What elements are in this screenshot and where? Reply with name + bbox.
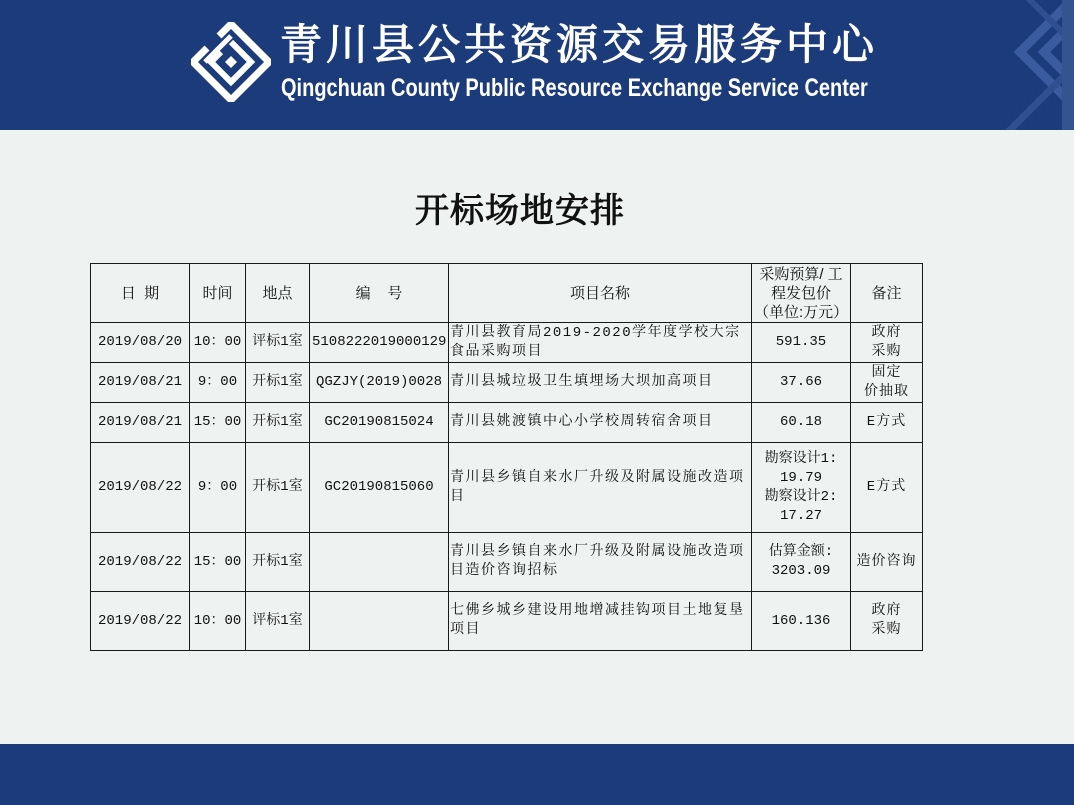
footer-banner (0, 744, 1074, 805)
cell-project: 青川县姚渡镇中心小学校周转宿舍项目 (449, 403, 752, 443)
cell-remarks: 政府 采购 (851, 592, 923, 651)
table-row (91, 403, 923, 443)
table-header-row (91, 264, 923, 323)
cell-location: 开标1室 (246, 363, 310, 403)
page-title: 开标场地安排 (415, 193, 625, 230)
table-row (91, 592, 923, 651)
cell-remarks: 造价咨询 (851, 533, 923, 592)
cell-remarks: 政府 采购 (851, 323, 923, 363)
cell-project: 青川县乡镇自来水厂升级及附属设施改造项目 (449, 443, 752, 533)
table-row (91, 363, 923, 403)
cell-remarks: E方式 (851, 403, 923, 443)
cell-date: 2019/08/21 (91, 363, 190, 403)
cell-date: 2019/08/21 (91, 403, 190, 443)
table-row (91, 533, 923, 592)
cell-code: GC20190815060 (310, 443, 449, 533)
cell-date: 2019/08/22 (91, 533, 190, 592)
cell-time: 10：00 (190, 323, 246, 363)
schedule-table (90, 263, 923, 651)
cell-remarks: E方式 (851, 443, 923, 533)
cell-code (310, 592, 449, 651)
table-row (91, 323, 923, 363)
column-header-date: 日 期 (91, 264, 190, 323)
cell-code: 5108222019000129 (310, 323, 449, 363)
cell-budget: 37.66 (752, 363, 851, 403)
cell-location: 开标1室 (246, 443, 310, 533)
cell-budget: 60.18 (752, 403, 851, 443)
cell-code (310, 533, 449, 592)
cell-location: 开标1室 (246, 533, 310, 592)
column-header-remarks: 备注 (851, 264, 923, 323)
cell-time: 15：00 (190, 403, 246, 443)
cell-code: QGZJY(2019)0028 (310, 363, 449, 403)
cell-project: 青川县乡镇自来水厂升级及附属设施改造项目造价咨询招标 (449, 533, 752, 592)
cell-time: 15：00 (190, 533, 246, 592)
cell-budget: 估算金额: 3203.09 (752, 533, 851, 592)
cell-location: 评标1室 (246, 323, 310, 363)
cell-budget: 160.136 (752, 592, 851, 651)
cell-time: 9：00 (190, 443, 246, 533)
table-row (91, 443, 923, 533)
cell-code: GC20190815024 (310, 403, 449, 443)
cell-project: 七佛乡城乡建设用地增减挂钩项目土地复垦项目 (449, 592, 752, 651)
cell-project: 青川县城垃圾卫生填埋场大坝加高项目 (449, 363, 752, 403)
column-header-project: 项目名称 (449, 264, 752, 323)
column-header-code: 编 号 (310, 264, 449, 323)
cell-project: 青川县教育局2019-2020学年度学校大宗食品采购项目 (449, 323, 752, 363)
cell-budget: 勘察设计1: 19.79 勘察设计2: 17.27 (752, 443, 851, 533)
organization-logo-icon (191, 22, 271, 102)
cell-location: 评标1室 (246, 592, 310, 651)
header-banner (0, 0, 1074, 130)
org-name-cn: 青川县公共资源交易服务中心 (280, 21, 879, 68)
cell-location: 开标1室 (246, 403, 310, 443)
cell-remarks: 固定 价抽取 (851, 363, 923, 403)
cell-date: 2019/08/22 (91, 592, 190, 651)
cell-date: 2019/08/22 (91, 443, 190, 533)
column-header-budget: 采购预算/ 工 程发包价 （单位:万元） (752, 264, 851, 323)
cell-date: 2019/08/20 (91, 323, 190, 363)
column-header-location: 地点 (246, 264, 310, 323)
cell-time: 9：00 (190, 363, 246, 403)
org-name-en: Qingchuan County Public Resource Exchange Service Center (281, 74, 868, 102)
cell-time: 10：00 (190, 592, 246, 651)
header-decoration-graphic (990, 0, 1074, 130)
cell-budget: 591.35 (752, 323, 851, 363)
column-header-time: 时间 (190, 264, 246, 323)
